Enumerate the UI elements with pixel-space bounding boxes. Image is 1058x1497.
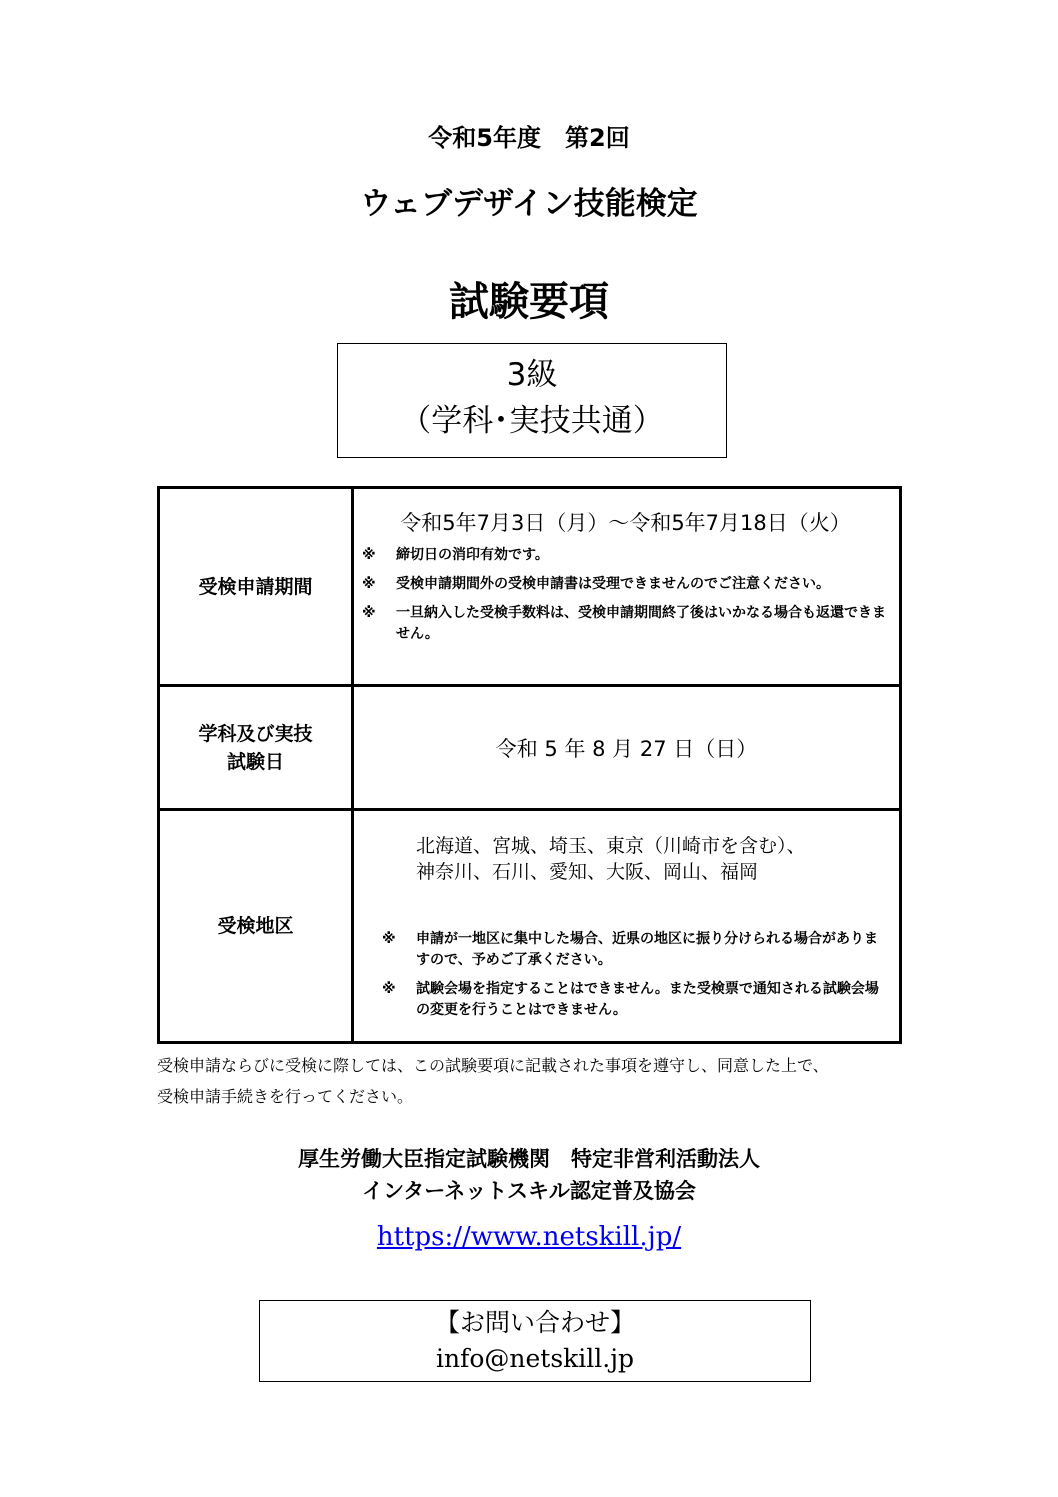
contact-email: info@netskill.jp xyxy=(435,1344,634,1373)
website-url xyxy=(0,1222,1058,1252)
grade-box xyxy=(337,343,727,458)
period-note: ※ 一旦納入した受検手数料は、受検申請期間終了後はいかなる場合も返還できません。 xyxy=(362,605,886,642)
area-note: ※ 試験会場を指定することはできません。また受検票で通知される試験会場の変更を行うことはできません。 xyxy=(382,981,879,1018)
period-label: 受検申請期間 xyxy=(159,488,353,686)
area-list: 北海道、宮城、埼玉、東京（川崎市を含む）、 神奈川、石川、愛知、大阪、岡山、福岡 xyxy=(416,835,806,883)
contact-title: 【お問い合わせ】 xyxy=(434,1308,635,1337)
table-row-date xyxy=(159,686,901,810)
compliance-note: 受検申請ならびに受検に際しては、この試験要項に記載された事項を遵守し、同意した上で、 受検申請手続きを行ってください。 xyxy=(157,1056,829,1106)
period-note: ※ 締切日の消印有効です。 xyxy=(362,547,549,563)
grade-scope: （学科･実技共通） xyxy=(400,403,664,439)
period-value: 令和5年7月3日（月）～令和5年7月18日（火） xyxy=(400,511,851,535)
grade-level: 3級 xyxy=(506,357,558,393)
table-row-area xyxy=(159,810,901,1043)
website-link[interactable]: https://www.netskill.jp/ xyxy=(376,1222,682,1252)
period-note: ※ 受検申請期間外の受検申請書は受理できませんのでご注意ください。 xyxy=(362,576,830,592)
area-label: 受検地区 xyxy=(159,810,353,1043)
document-title: 試験要項 xyxy=(449,279,609,325)
table-row-period xyxy=(159,488,901,686)
exam-date: 令和 5 年 8 月 27 日（日） xyxy=(353,686,901,810)
contact-box xyxy=(259,1300,811,1382)
exam-info-table xyxy=(157,486,902,1044)
fiscal-year-title: 令和5年度 第2回 xyxy=(428,124,630,152)
exam-name: ウェブデザイン技能検定 xyxy=(360,186,698,222)
date-label: 学科及び実技 試験日 xyxy=(159,686,353,810)
area-note: ※ 申請が一地区に集中した場合、近県の地区に振り分けられる場合がありますので、予めご了承ください。 xyxy=(382,931,878,968)
organization: 厚生労働大臣指定試験機関 特定非営利活動法人 インターネットスキル認定普及協会 xyxy=(298,1147,760,1203)
